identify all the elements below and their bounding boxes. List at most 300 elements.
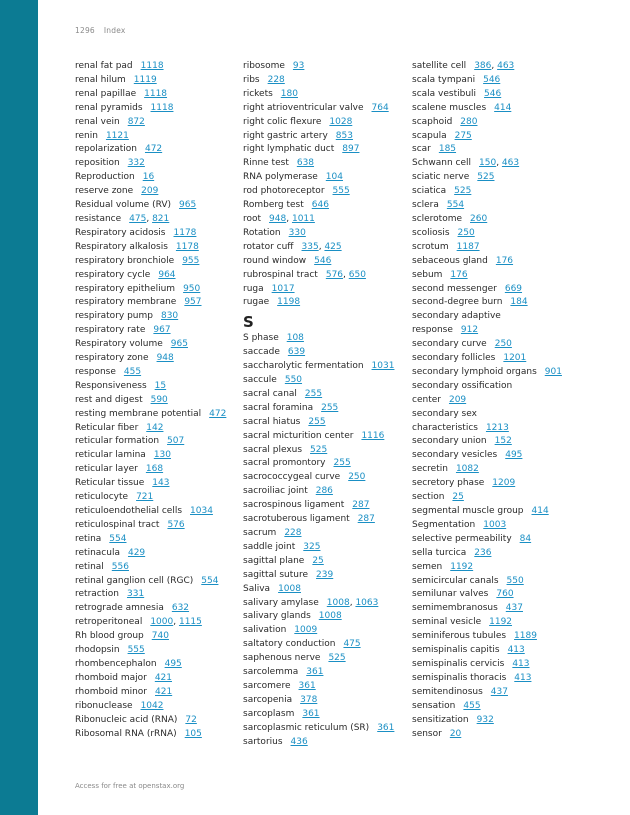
index-term: sacroiliac joint (243, 486, 308, 497)
index-term: secondary curve (412, 339, 487, 350)
index-term: sarcolemma (243, 667, 299, 678)
page-references (127, 589, 144, 599)
index-entry (243, 374, 411, 388)
index-term: sarcoplasmic reticulum (SR) (243, 722, 370, 733)
index-entry (243, 143, 411, 157)
page-link[interactable]: 830 (160, 311, 179, 322)
index-term: sartorius (243, 736, 283, 747)
index-entry (412, 575, 562, 589)
page-references (312, 200, 329, 210)
index-entry (75, 728, 243, 742)
index-entry (412, 157, 562, 171)
index-term: Respiratory acidosis (75, 227, 166, 238)
page-link[interactable]: 330 (288, 227, 306, 238)
page-link[interactable]: 331 (126, 589, 145, 600)
page-link[interactable]: 143 (152, 478, 170, 489)
page-link[interactable]: 853 (335, 130, 353, 141)
page-link[interactable]: 632 (171, 603, 190, 614)
page-references (334, 458, 351, 468)
page-references (474, 548, 491, 558)
page-link[interactable]: 286 (315, 486, 333, 497)
index-term: Rinne test (243, 158, 289, 169)
page-link[interactable]: 184 (510, 297, 528, 308)
page-references (152, 478, 169, 488)
page-link[interactable]: 740 (151, 631, 169, 642)
index-entry (75, 588, 243, 602)
page-link[interactable]: 332 (127, 158, 145, 169)
page-link[interactable]: 93 (292, 61, 305, 71)
page-link[interactable]: 437 (505, 603, 523, 614)
page-references (184, 297, 201, 307)
page-link[interactable]: 1121 (105, 130, 129, 141)
page-link[interactable]: 764 (371, 102, 389, 113)
page-link[interactable]: 414 (494, 102, 512, 113)
index-term: sacrum (243, 528, 277, 538)
page-link[interactable]: 576 (167, 519, 185, 530)
index-term: retrograde amnesia (75, 603, 164, 614)
page-link[interactable]: 72 (185, 714, 197, 725)
page-link[interactable]: 1017 (271, 283, 295, 294)
index-term: ribonuclease (75, 700, 133, 711)
index-term: sacral promontory (243, 458, 326, 469)
page-link[interactable]: 957 (184, 297, 202, 308)
index-term: RNA polymerase (243, 172, 318, 183)
index-entry (412, 491, 562, 505)
page-link[interactable]: 104 (325, 172, 343, 183)
page-link[interactable]: 525 (310, 444, 328, 455)
index-term: secretory phase (412, 478, 485, 489)
page-link[interactable]: 361 (306, 667, 324, 678)
page-link[interactable]: 275 (454, 130, 472, 141)
index-term: renal papillae (75, 88, 137, 99)
page-link[interactable]: 180 (280, 88, 298, 99)
page-link[interactable]: 84 (519, 533, 532, 544)
index-column-1 (75, 60, 243, 741)
page-link[interactable]: 590 (150, 394, 168, 405)
index-entry (412, 477, 562, 491)
page-link[interactable]: 1031 (371, 361, 395, 372)
index-term: right lymphatic duct (243, 144, 335, 155)
index-term: repolarization (75, 144, 137, 155)
index-term: Reticular fiber (75, 422, 139, 433)
page-link[interactable]: 495 (164, 658, 182, 669)
page-link[interactable]: 255 (308, 416, 326, 427)
index-entry (75, 380, 243, 394)
page-link[interactable]: 455 (463, 700, 481, 711)
page-link[interactable]: 576 (325, 269, 344, 280)
index-entry (75, 394, 243, 408)
page-link[interactable]: 1028 (329, 116, 353, 127)
page-references (302, 242, 342, 252)
index-term: segmental muscle group (412, 506, 524, 516)
page-link[interactable]: 1178 (175, 241, 199, 252)
index-term: salivation (243, 625, 287, 636)
page-link[interactable]: 556 (111, 561, 129, 572)
page-link[interactable]: 760 (496, 589, 514, 600)
page-link[interactable]: 550 (284, 375, 303, 386)
page-link[interactable]: 507 (167, 436, 185, 447)
index-term: Saliva (243, 583, 271, 594)
index-term: respiratory rate (75, 325, 146, 336)
page-references (460, 117, 477, 127)
page-link[interactable]: 255 (304, 388, 323, 399)
index-entry (75, 338, 243, 352)
index-entry (75, 74, 243, 88)
page-link[interactable]: 463 (501, 158, 520, 169)
page-link[interactable]: 1116 (361, 430, 385, 441)
page-link[interactable]: 130 (153, 450, 171, 461)
page-link[interactable]: 108 (286, 333, 304, 344)
page-references (144, 89, 167, 99)
page-link[interactable]: 228 (284, 528, 302, 538)
index-term: rhomboid major (75, 672, 147, 683)
index-term: sacral micturition center (243, 430, 354, 441)
page-references (141, 701, 164, 711)
index-term: respiratory cycle (75, 269, 151, 280)
page-link[interactable]: 1034 (190, 506, 213, 516)
page-link[interactable]: 639 (287, 347, 306, 358)
index-entry (412, 533, 562, 547)
page-references (289, 228, 306, 238)
page-link[interactable]: 901 (544, 366, 562, 377)
page-references (285, 375, 302, 385)
page-link[interactable]: 287 (357, 514, 375, 525)
page-references (483, 520, 506, 530)
page-link[interactable]: 25 (312, 555, 324, 566)
page-link[interactable]: 1063 (355, 597, 379, 608)
page-link[interactable]: 872 (127, 116, 145, 127)
page-link[interactable]: 525 (477, 172, 495, 183)
page-references (171, 339, 188, 349)
page-references (128, 548, 145, 558)
page-references (477, 715, 494, 725)
page-references (161, 311, 178, 321)
index-term: right atrioventricular valve (243, 102, 364, 113)
page-link[interactable]: 1118 (144, 88, 168, 99)
page-link[interactable]: 638 (296, 158, 315, 169)
page-link[interactable]: 209 (141, 186, 159, 197)
page-link[interactable]: 176 (450, 269, 468, 280)
page-link[interactable]: 912 (460, 325, 479, 336)
page-link[interactable]: 255 (333, 458, 351, 469)
page-references (174, 228, 197, 238)
page-link[interactable]: 142 (146, 422, 164, 433)
page-references (306, 667, 323, 677)
page-references (479, 158, 519, 168)
page-references (456, 464, 479, 474)
page-link[interactable]: 1187 (456, 241, 480, 252)
page-references (151, 395, 168, 405)
page-link[interactable]: 236 (474, 547, 492, 558)
page-link[interactable]: 287 (352, 500, 370, 511)
page-link[interactable]: 650 (348, 269, 366, 280)
index-entry (75, 283, 243, 297)
index-entry (243, 269, 411, 283)
page-references (269, 214, 315, 224)
index-term: Respiratory volume (75, 339, 163, 350)
page-link[interactable]: 1178 (173, 227, 197, 238)
page-link[interactable]: 280 (460, 116, 478, 127)
page-link[interactable]: 361 (298, 680, 316, 691)
page-link[interactable]: 1008 (278, 583, 301, 594)
page-link[interactable]: 495 (505, 450, 523, 461)
index-term: rickets (243, 88, 273, 99)
page-link[interactable]: 1008 (326, 597, 350, 608)
index-term: renal pyramids (75, 102, 143, 113)
page-link[interactable]: 413 (507, 645, 525, 656)
page-references (503, 353, 526, 363)
page-link[interactable]: 421 (155, 686, 173, 697)
index-term: scar (412, 144, 431, 155)
page-link[interactable]: 1209 (492, 478, 516, 489)
page-link[interactable]: 325 (303, 541, 321, 552)
page-link[interactable]: 1189 (514, 631, 537, 642)
index-term: Responsiveness (75, 380, 147, 391)
index-term: Reproduction (75, 172, 135, 183)
index-term: scala vestibuli (412, 88, 477, 99)
index-term: sebum (412, 269, 443, 280)
page-separator: , (496, 158, 502, 169)
page-references (452, 492, 463, 502)
index-entry (243, 638, 411, 652)
index-entry (243, 541, 411, 555)
index-term: second-degree burn (412, 297, 503, 308)
index-term: ribosome (243, 61, 285, 71)
page-link[interactable]: 821 (152, 213, 170, 224)
page-link[interactable]: 950 (183, 283, 201, 294)
index-term: rest and digest (75, 394, 143, 405)
page-references (450, 562, 473, 572)
page-link[interactable]: 965 (179, 200, 197, 211)
page-link[interactable]: 1118 (150, 102, 174, 113)
page-link[interactable]: 965 (170, 339, 188, 350)
index-entry (243, 597, 411, 611)
page-link[interactable]: 948 (269, 213, 287, 224)
page-link[interactable]: 554 (201, 575, 219, 586)
page-link[interactable]: 1198 (277, 297, 301, 308)
page-references (297, 158, 314, 168)
page-references (333, 186, 350, 196)
page-link[interactable]: 152 (494, 436, 512, 447)
page-footer: Access for free at openstax.org (75, 782, 185, 790)
page-link[interactable]: 554 (109, 533, 127, 544)
page-link[interactable]: 176 (495, 255, 514, 266)
page-link[interactable]: 525 (328, 653, 346, 664)
page-link[interactable]: 646 (311, 200, 329, 211)
page-references (508, 645, 525, 655)
page-references (106, 131, 129, 141)
index-entry (412, 255, 562, 269)
page-link[interactable]: 525 (454, 186, 472, 197)
page-references (361, 431, 384, 441)
index-term: sacrococcygeal curve (243, 472, 341, 483)
page-link[interactable]: 1201 (503, 353, 527, 364)
index-entry (412, 60, 562, 74)
page-link[interactable]: 948 (156, 353, 174, 364)
index-term: reticular formation (75, 436, 160, 447)
index-term: rugae (243, 297, 270, 308)
page-link[interactable]: 413 (512, 658, 530, 669)
page-link[interactable]: 436 (290, 736, 308, 747)
page-references (506, 603, 523, 613)
page-link[interactable]: 472 (209, 408, 227, 419)
page-link[interactable]: 555 (332, 186, 350, 197)
page-link[interactable]: 1082 (455, 464, 479, 475)
page-link[interactable]: 361 (302, 708, 320, 719)
page-link[interactable]: 463 (497, 61, 515, 71)
index-term: rotator cuff (243, 241, 294, 252)
page-link[interactable]: 1192 (489, 617, 513, 628)
page-link[interactable]: 168 (145, 464, 164, 475)
page-link[interactable]: 414 (531, 506, 549, 516)
page-references (146, 423, 163, 433)
page-references (281, 89, 298, 99)
index-entry (412, 561, 562, 575)
page-link[interactable]: 20 (449, 728, 462, 739)
page-link[interactable]: 555 (127, 645, 145, 656)
page-link[interactable]: 250 (457, 227, 475, 238)
index-entry (412, 616, 562, 630)
page-link[interactable]: 413 (514, 672, 532, 683)
index-entry (243, 88, 411, 102)
page-link[interactable]: 669 (504, 283, 523, 294)
page-references (496, 589, 513, 599)
index-entry (412, 102, 562, 116)
index-term: semispinalis thoracis (412, 672, 507, 683)
page-link[interactable]: 250 (348, 472, 366, 483)
page-link[interactable]: 228 (267, 74, 285, 85)
page-references (372, 361, 395, 371)
index-term: respiratory zone (75, 353, 149, 364)
page-link[interactable]: 361 (377, 722, 395, 733)
page-references (109, 534, 126, 544)
page-link[interactable]: 1213 (485, 422, 509, 433)
page-link[interactable]: 105 (184, 728, 202, 739)
index-entry (243, 283, 411, 297)
page-link[interactable]: 250 (494, 339, 512, 350)
index-term: retinal (75, 561, 104, 572)
page-references (494, 103, 511, 113)
index-term: sclera (412, 200, 439, 211)
page-link[interactable]: 1003 (483, 519, 507, 530)
page-references (463, 701, 480, 711)
page-link[interactable]: 721 (136, 492, 154, 503)
page-references (505, 450, 522, 460)
index-entry (75, 213, 243, 227)
index-term: renal vein (75, 116, 120, 127)
index-term: round window (243, 255, 307, 266)
page-references (520, 534, 531, 544)
page-references (185, 729, 202, 739)
index-term: salivary glands (243, 611, 311, 622)
page-link[interactable]: 546 (483, 74, 501, 85)
page-link[interactable]: 386 (474, 61, 492, 71)
page-references (450, 270, 467, 280)
page-link[interactable]: 421 (154, 672, 172, 683)
index-entry (243, 60, 411, 74)
page-link[interactable]: 967 (153, 325, 171, 336)
page-link[interactable]: 185 (438, 144, 457, 155)
page-link[interactable]: 1009 (294, 625, 318, 636)
index-entry (75, 616, 243, 630)
index-entry (243, 74, 411, 88)
index-entry (412, 143, 562, 157)
index-term: semen (412, 561, 443, 572)
page-references (182, 256, 199, 266)
index-term: reticuloendothelial cells (75, 506, 183, 516)
page-link[interactable]: 455 (123, 366, 142, 377)
page-link[interactable]: 897 (342, 144, 360, 155)
index-term: salivary amylase (243, 597, 319, 608)
page-link[interactable]: 1115 (178, 617, 202, 628)
page-references (284, 528, 301, 538)
page-link[interactable]: 1008 (318, 611, 342, 622)
page-link[interactable]: 437 (490, 686, 508, 697)
page-references (157, 353, 174, 363)
page-link[interactable]: 546 (314, 255, 332, 266)
page-link[interactable]: 425 (324, 241, 342, 252)
index-entry (412, 672, 562, 686)
page-link[interactable]: 1118 (140, 61, 164, 71)
page-link[interactable]: 378 (300, 694, 318, 705)
page-link[interactable]: 932 (476, 714, 494, 725)
page-link[interactable]: 150 (479, 158, 497, 169)
page-link[interactable]: 955 (182, 255, 200, 266)
page-references (514, 673, 531, 683)
page-link[interactable]: 475 (129, 213, 147, 224)
page-link[interactable]: 15 (154, 380, 167, 391)
page-references (145, 144, 162, 154)
page-link[interactable]: 255 (321, 402, 339, 413)
page-references (134, 75, 157, 85)
page-link[interactable]: 260 (470, 213, 488, 224)
page-link[interactable]: 335 (301, 241, 319, 252)
page-link[interactable]: 25 (452, 492, 464, 503)
index-term: retinal ganglion cell (RGC) (75, 575, 194, 586)
page-link[interactable]: 429 (127, 547, 146, 558)
page-link[interactable]: 1192 (450, 561, 474, 572)
page-link[interactable]: 239 (316, 569, 334, 580)
index-entry (75, 602, 243, 616)
page-link[interactable]: 1119 (133, 74, 157, 85)
page-link[interactable]: 554 (446, 200, 465, 211)
page-references (342, 144, 359, 154)
page-link[interactable]: 546 (484, 88, 502, 99)
index-entry (75, 310, 243, 324)
page-link[interactable]: 209 (448, 394, 467, 405)
page-link[interactable]: 475 (343, 639, 361, 650)
index-term: Schwann cell (412, 158, 471, 169)
page-link[interactable]: 550 (506, 575, 524, 586)
page-references (321, 403, 338, 413)
page-link[interactable]: 16 (142, 172, 155, 183)
page-link[interactable]: 1042 (140, 700, 164, 711)
index-term: response (75, 366, 116, 377)
index-entry (243, 241, 411, 255)
index-term: sacral foramina (243, 402, 314, 413)
page-link[interactable]: 472 (144, 144, 163, 155)
page-references (143, 172, 154, 182)
index-term: rhombencephalon (75, 658, 157, 669)
index-entry (243, 569, 411, 583)
page-link[interactable]: 1011 (291, 213, 315, 224)
index-term: sella turcica (412, 547, 467, 558)
page-link[interactable]: 964 (158, 269, 176, 280)
index-entry (243, 444, 411, 458)
page-link[interactable]: 1000 (150, 617, 174, 628)
page-references (183, 284, 200, 294)
page-references (377, 723, 394, 733)
